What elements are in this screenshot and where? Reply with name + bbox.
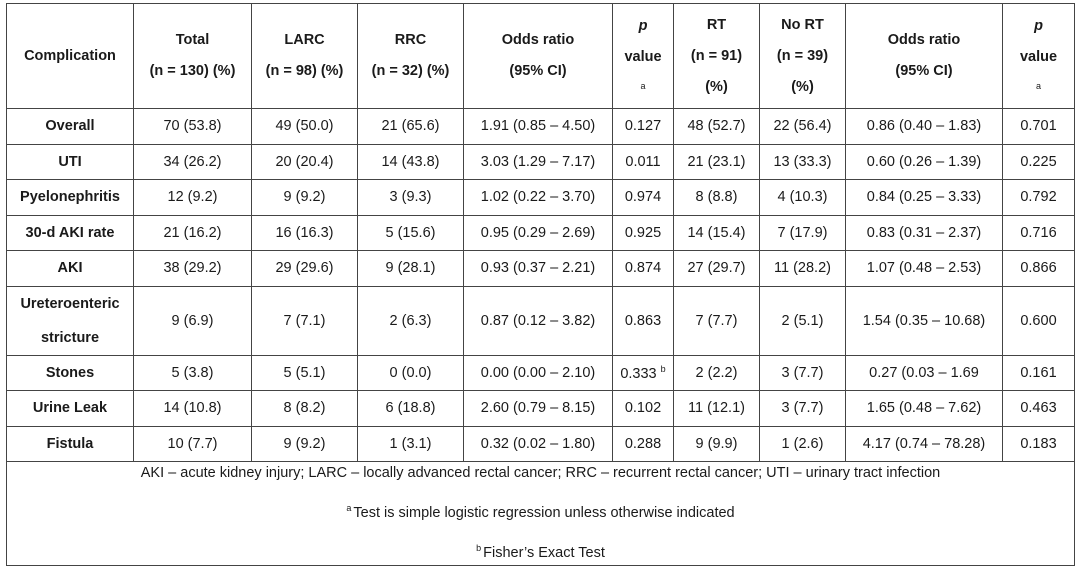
table-row	[7, 180, 1075, 216]
cell-p-value-2: 0.183	[1003, 426, 1075, 462]
cell-p-value-1: 0.102	[613, 391, 674, 427]
cell-total: 14 (10.8)	[134, 391, 252, 427]
cell-p-value-1: 0.011	[613, 144, 674, 180]
header-complication: Complication	[7, 4, 134, 109]
table-row	[7, 391, 1075, 427]
cell-odds-ratio-2: 0.83 (0.31 – 2.37)	[846, 215, 1003, 251]
table-row	[7, 286, 1075, 355]
cell-p-value-2: 0.463	[1003, 391, 1075, 427]
header-or2-label: Odds ratio	[887, 32, 961, 48]
header-total-label: Total	[175, 32, 210, 48]
complications-table-container	[6, 3, 1075, 566]
header-larc-label: LARC	[284, 32, 325, 48]
table-row	[7, 355, 1075, 391]
cell-no-rt: 13 (33.3)	[760, 144, 846, 180]
cell-odds-ratio-1: 0.93 (0.37 – 2.21)	[464, 251, 613, 287]
header-rt-pct: (%)	[705, 78, 728, 95]
footnote-b	[9, 540, 1072, 562]
header-p2-value: value	[1019, 48, 1058, 65]
cell-rt: 14 (15.4)	[674, 215, 760, 251]
cell-rrc: 1 (3.1)	[358, 426, 464, 462]
row-label	[7, 286, 134, 355]
header-total	[134, 4, 252, 109]
cell-rrc: 14 (43.8)	[358, 144, 464, 180]
header-rt-n: (n = 91)	[690, 47, 743, 64]
cell-total: 5 (3.8)	[134, 355, 252, 391]
cell-p-value-1: 0.925	[613, 215, 674, 251]
header-p1-p: p	[638, 17, 648, 34]
cell-odds-ratio-2: 0.27 (0.03 – 1.69	[846, 355, 1003, 391]
cell-odds-ratio-1: 0.32 (0.02 – 1.80)	[464, 426, 613, 462]
header-or2-ci: (95% CI)	[895, 63, 953, 79]
cell-larc: 9 (9.2)	[252, 426, 358, 462]
p-value-text: 0.333	[620, 365, 657, 382]
footnote-row	[7, 462, 1075, 566]
footnote-b-mark: b	[660, 363, 666, 374]
header-rt-label: RT	[706, 16, 727, 33]
cell-no-rt: 11 (28.2)	[760, 251, 846, 287]
header-p-value-2	[1003, 4, 1075, 109]
row-label: Stones	[7, 355, 134, 391]
row-label: Pyelonephritis	[7, 180, 134, 216]
cell-odds-ratio-2: 1.65 (0.48 – 7.62)	[846, 391, 1003, 427]
cell-larc: 29 (29.6)	[252, 251, 358, 287]
cell-odds-ratio-1: 3.03 (1.29 – 7.17)	[464, 144, 613, 180]
cell-p-value-2: 0.792	[1003, 180, 1075, 216]
cell-rt: 9 (9.9)	[674, 426, 760, 462]
footnote-b-mark: b	[476, 543, 482, 553]
header-nort-n: (n = 39)	[776, 47, 829, 64]
cell-odds-ratio-2: 0.84 (0.25 – 3.33)	[846, 180, 1003, 216]
row-label: Urine Leak	[7, 391, 134, 427]
cell-odds-ratio-1: 0.95 (0.29 – 2.69)	[464, 215, 613, 251]
header-rrc-n: (n = 32) (%)	[371, 63, 450, 79]
row-label: UTI	[7, 144, 134, 180]
header-odds-ratio-2	[846, 4, 1003, 109]
table-footnotes	[7, 462, 1075, 566]
header-odds-ratio-1	[464, 4, 613, 109]
header-rrc-label: RRC	[394, 32, 427, 48]
cell-p-value-2: 0.701	[1003, 109, 1075, 145]
header-total-n: (n = 130) (%)	[149, 63, 236, 79]
cell-no-rt: 2 (5.1)	[760, 286, 846, 355]
cell-p-value-1: 0.974	[613, 180, 674, 216]
header-p-value-1	[613, 4, 674, 109]
table-row	[7, 215, 1075, 251]
cell-rt: 27 (29.7)	[674, 251, 760, 287]
cell-p-value-2: 0.716	[1003, 215, 1075, 251]
cell-rrc: 0 (0.0)	[358, 355, 464, 391]
cell-odds-ratio-1: 0.87 (0.12 – 3.82)	[464, 286, 613, 355]
cell-p-value-2: 0.161	[1003, 355, 1075, 391]
table-row	[7, 144, 1075, 180]
cell-rt: 48 (52.7)	[674, 109, 760, 145]
cell-p-value-1: 0.863	[613, 286, 674, 355]
cell-larc: 5 (5.1)	[252, 355, 358, 391]
cell-odds-ratio-2: 1.07 (0.48 – 2.53)	[846, 251, 1003, 287]
row-label: 30-d AKI rate	[7, 215, 134, 251]
table-row	[7, 109, 1075, 145]
cell-p-value-2: 0.600	[1003, 286, 1075, 355]
cell-rt: 11 (12.1)	[674, 391, 760, 427]
cell-total: 10 (7.7)	[134, 426, 252, 462]
header-larc-n: (n = 98) (%)	[265, 63, 344, 79]
row-label-line-2: stricture	[40, 329, 100, 346]
cell-no-rt: 7 (17.9)	[760, 215, 846, 251]
cell-total: 12 (9.2)	[134, 180, 252, 216]
footnote-abbreviations: AKI – acute kidney injury; LARC – locally advanced rectal cancer; RRC – recurrent rectal cancer; UTI – urinary tract infection	[140, 465, 941, 482]
header-nort-pct: (%)	[791, 78, 814, 95]
cell-total: 34 (26.2)	[134, 144, 252, 180]
cell-odds-ratio-2: 4.17 (0.74 – 78.28)	[846, 426, 1003, 462]
cell-rt: 21 (23.1)	[674, 144, 760, 180]
cell-no-rt: 3 (7.7)	[760, 355, 846, 391]
cell-total: 70 (53.8)	[134, 109, 252, 145]
cell-total: 38 (29.2)	[134, 251, 252, 287]
cell-no-rt: 22 (56.4)	[760, 109, 846, 145]
cell-larc: 20 (20.4)	[252, 144, 358, 180]
cell-larc: 9 (9.2)	[252, 180, 358, 216]
cell-total: 9 (6.9)	[134, 286, 252, 355]
header-no-rt	[760, 4, 846, 109]
footnote-b-text: Fisher’s Exact Test	[483, 544, 605, 561]
table-row	[7, 251, 1075, 287]
cell-larc: 16 (16.3)	[252, 215, 358, 251]
cell-odds-ratio-1: 1.91 (0.85 – 4.50)	[464, 109, 613, 145]
header-rt	[674, 4, 760, 109]
cell-rrc: 2 (6.3)	[358, 286, 464, 355]
cell-odds-ratio-1: 1.02 (0.22 – 3.70)	[464, 180, 613, 216]
cell-rrc: 21 (65.6)	[358, 109, 464, 145]
header-p1-footnote-mark: a	[640, 80, 646, 91]
cell-rrc: 3 (9.3)	[358, 180, 464, 216]
row-label: Overall	[7, 109, 134, 145]
cell-rrc: 6 (18.8)	[358, 391, 464, 427]
cell-p-value-2: 0.866	[1003, 251, 1075, 287]
header-row	[7, 4, 1075, 109]
cell-p-value-1: 0.288	[613, 426, 674, 462]
header-or1-label: Odds ratio	[501, 32, 575, 48]
cell-odds-ratio-2: 1.54 (0.35 – 10.68)	[846, 286, 1003, 355]
header-p2-p: p	[1034, 17, 1043, 34]
header-or1-ci: (95% CI)	[509, 63, 567, 79]
cell-rt: 8 (8.8)	[674, 180, 760, 216]
cell-larc: 7 (7.1)	[252, 286, 358, 355]
cell-no-rt: 4 (10.3)	[760, 180, 846, 216]
footnote-a-mark: a	[346, 503, 352, 514]
header-p1-value: value	[624, 48, 662, 65]
complications-table	[6, 3, 1075, 566]
header-nort-label: No RT	[781, 16, 824, 33]
cell-no-rt: 3 (7.7)	[760, 391, 846, 427]
cell-larc: 8 (8.2)	[252, 391, 358, 427]
cell-rt: 7 (7.7)	[674, 286, 760, 355]
cell-p-value-1: 0.874	[613, 251, 674, 287]
cell-larc: 49 (50.0)	[252, 109, 358, 145]
cell-rt: 2 (2.2)	[674, 355, 760, 391]
cell-p-value-2: 0.225	[1003, 144, 1075, 180]
cell-rrc: 9 (28.1)	[358, 251, 464, 287]
row-label-line-1: Ureteroenteric	[20, 295, 120, 312]
cell-no-rt: 1 (2.6)	[760, 426, 846, 462]
cell-p-value-1	[613, 355, 674, 391]
footnote-a	[9, 500, 1072, 522]
cell-odds-ratio-1: 2.60 (0.79 – 8.15)	[464, 391, 613, 427]
row-label: AKI	[7, 251, 134, 287]
header-rrc	[358, 4, 464, 109]
cell-rrc: 5 (15.6)	[358, 215, 464, 251]
table-row	[7, 426, 1075, 462]
row-label: Fistula	[7, 426, 134, 462]
cell-p-value-1: 0.127	[613, 109, 674, 145]
header-p2-footnote-mark: a	[1035, 80, 1041, 91]
cell-odds-ratio-2: 0.60 (0.26 – 1.39)	[846, 144, 1003, 180]
cell-odds-ratio-1: 0.00 (0.00 – 2.10)	[464, 355, 613, 391]
footnote-a-text: Test is simple logistic regression unless otherwise indicated	[353, 505, 735, 521]
header-larc	[252, 4, 358, 109]
cell-total: 21 (16.2)	[134, 215, 252, 251]
cell-odds-ratio-2: 0.86 (0.40 – 1.83)	[846, 109, 1003, 145]
